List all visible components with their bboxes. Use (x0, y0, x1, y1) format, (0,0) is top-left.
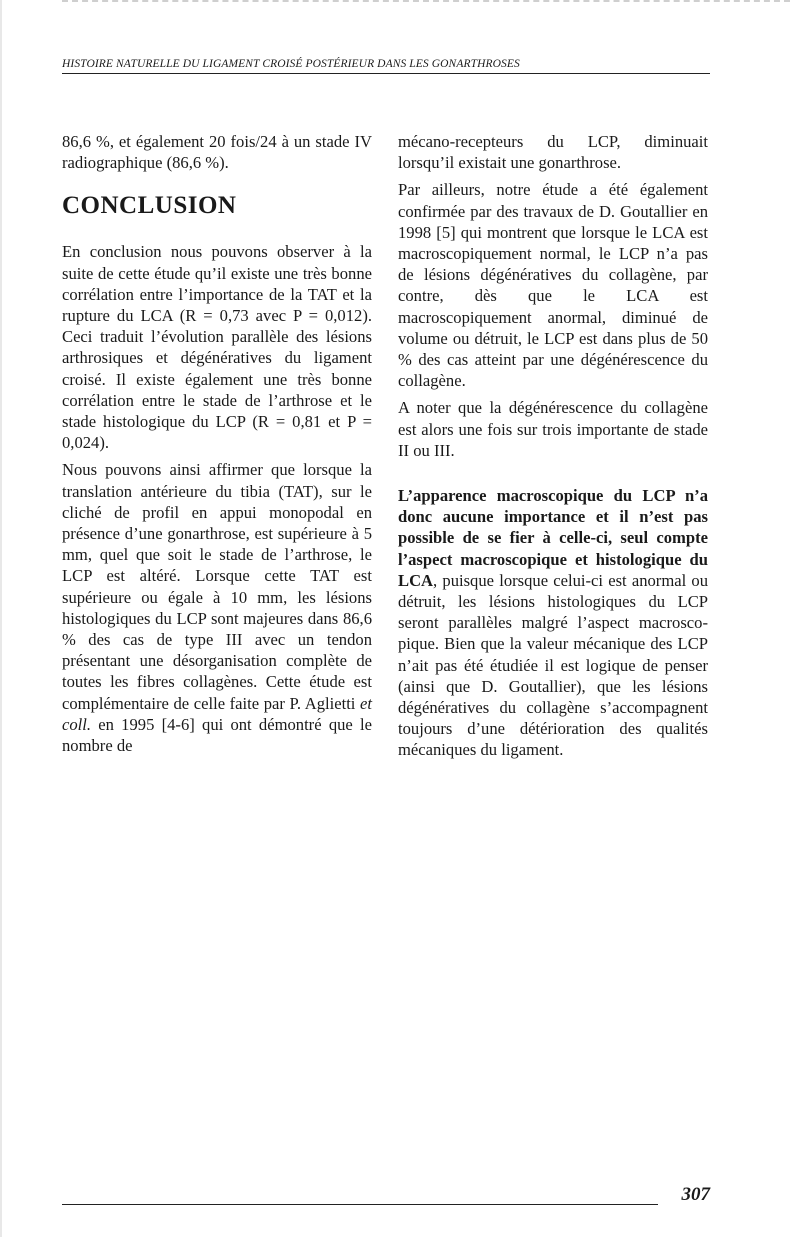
paragraph-text: Nous pouvons ainsi affirmer que lorsque la translation antérieure du tibia (TAT), sur le cliché de profil en appui monopodal en présence d’une gonarthrose, est supérieure à 5 mm, quel que soit le stade de l’arthrose, le LCP est altéré. Lorsque cette TAT est supérieure ou égale à 10 mm, les lésions histologiques du LCP sont majeures dans 86,6 % des cas de type III avec un tendon présentant une désorganisation complète de toutes les fibres collagènes. Cette étude est complémentaire de celle faite par P. Aglietti (62, 460, 372, 713)
footer-rule (62, 1204, 658, 1205)
left-column (62, 131, 372, 756)
continued-paragraph: 86,6 %, et également 20 fois/24 à un stade IV radiographique (86,6 %). (62, 132, 372, 173)
right-column (398, 131, 708, 761)
paragraph-text: en 1995 [4-6] qui ont démontré que le nombre de (62, 714, 372, 756)
page-number: 307 (681, 1184, 710, 1205)
top-border (62, 0, 790, 2)
note-paragraph: A noter que la dégénérescence du collagène est alors une fois sur trois importante de stade II ou III. (398, 398, 708, 460)
emphasis-paragraph (398, 485, 708, 761)
page-edge-shadow (0, 0, 2, 1237)
bold-statement: L’apparence macroscopique du LCP n’a donc aucune importance et il n’est pas possible de se fier à celle-ci, seul compte l’aspect macroscopique et histologique du LCA (398, 486, 708, 590)
goutallier-paragraph: Par ailleurs, notre étude a été également confirmée par des travaux de D. Goutallier en 1998 [5] qui montrent que lorsque le LCA est macroscopiquement normal, le LCP n’a pas de lésions dégénératives du collagène, par contre, dès que le LCA est macroscopiquement anormal, diminué de volume ou détruit, le LCP est dans plus de 50 % des cas atteint par une dégénérescence du collagène. (398, 180, 708, 391)
conclusion-paragraph-1: En conclusion nous pouvons observer à la suite de cette étude qu’il existe une très bonne corrélation entre l’importance de la TAT et la rupture du LCA (R = 0,73 avec P = 0,012). Ceci traduit l’évolution parallèle des lésions arthrosiques et dégénératives du ligament croisé. Il existe également une très bonne corrélation entre le stade de l’arthrose et le stade histologique du LCP (R = 0,81 et P = 0,024). (62, 242, 372, 453)
paragraph-text: , puisque lorsque celui-ci est anormal ou détruit, les lésions histologiques du LCP seront parallèles malgré l’aspect macroscopique. Bien que la valeur mécanique des LCP n’ait pas été étudiée il est logique de penser (ainsi que D. Goutallier), que les lésions dégénératives du collagène s’accompagnent toujours d’une détérioration des qualités mécaniques du ligament. (398, 570, 708, 760)
continued-paragraph: mécano-recepteurs du LCP, diminuait lorsqu’il existait une gonarthrose. (398, 132, 708, 173)
running-header: HISTOIRE NATURELLE DU LIGAMENT CROISÉ POSTÉRIEUR DANS LES GONARTHROSES (62, 58, 710, 74)
conclusion-paragraph-2 (62, 459, 372, 756)
section-heading-conclusion: CONCLUSION (62, 192, 237, 220)
italic-text: et coll. (62, 693, 372, 734)
paragraph-spacer (398, 461, 708, 485)
